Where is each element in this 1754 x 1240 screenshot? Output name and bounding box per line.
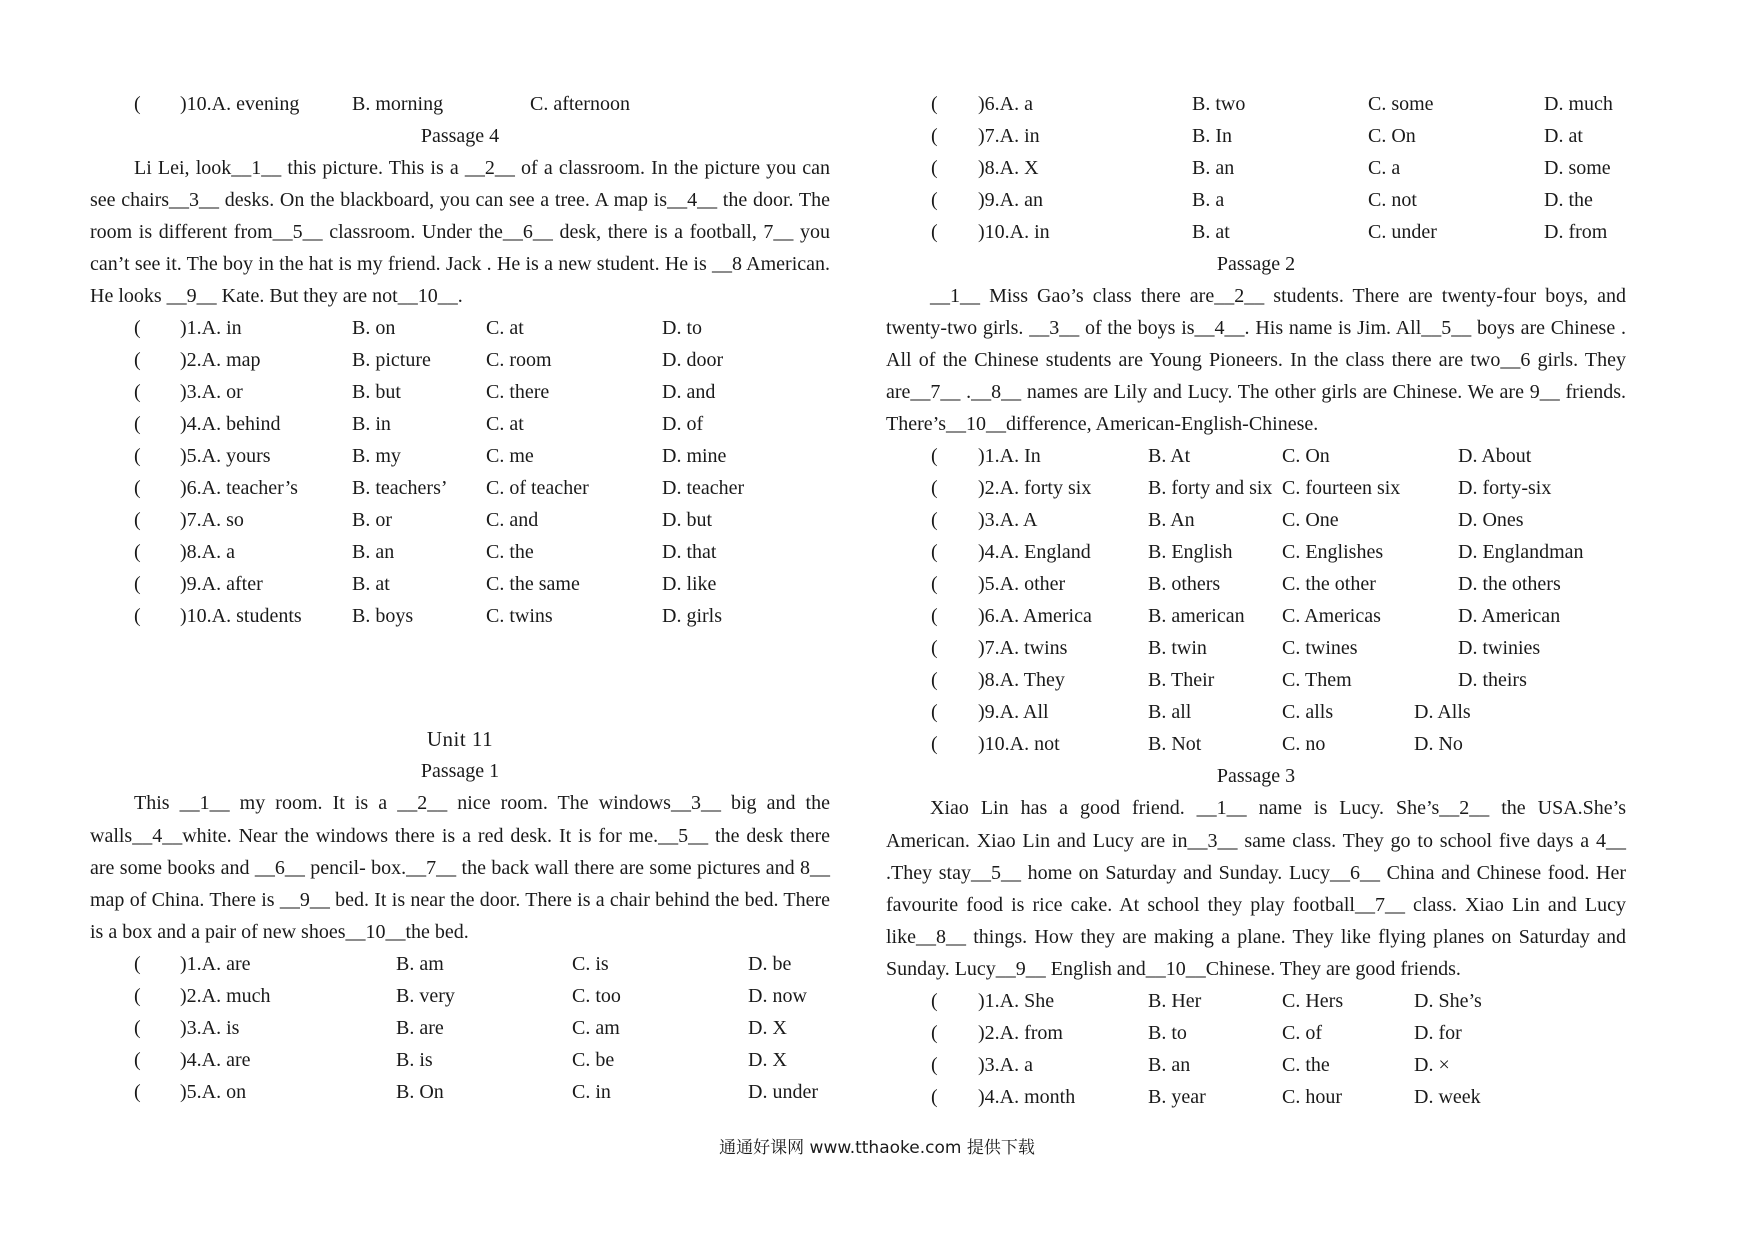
option-d: D. Englandman: [1458, 541, 1584, 564]
option-c: C. some: [1368, 93, 1434, 115]
option-b: B. teachers’: [352, 477, 448, 500]
option-a: )9.A. after: [180, 573, 263, 596]
question-row: [90, 376, 830, 408]
option-c: C. of: [1282, 1022, 1322, 1045]
option-b: B. at: [1192, 221, 1230, 243]
option-a: )2.A. map: [180, 349, 261, 372]
option-a: )1.A. are: [180, 952, 251, 975]
option-a: )2.A. forty six: [978, 477, 1092, 500]
question-row: [886, 600, 1626, 632]
option-b: B. On: [396, 1080, 444, 1103]
option-a: )10.A. not: [978, 733, 1060, 756]
question-row: [886, 88, 1626, 120]
option-c: C. there: [486, 381, 550, 404]
answer-paren: (: [931, 477, 938, 500]
option-d: D. but: [662, 509, 712, 532]
option-b: B. at: [352, 573, 390, 596]
option-c: C. fourteen six: [1282, 477, 1401, 500]
question-row: [90, 1012, 830, 1044]
passage2-text: __1__ Miss Gao’s class there are__2__ students. There are twenty-four boys, and twenty-two girls. __3__ of the boys is__4__. His name is Jim. All__5__ boys are Chinese . All of the Chinese students are Young Pioneers. In the class there are two__6 girls. They are__7__ .__8__ names are Lily and Lucy. The other girls are Chinese. We are 9__ friends. There’s__10__difference, American-English-Chinese.: [886, 285, 1626, 436]
option-b: B. am: [396, 952, 444, 975]
question-row: [90, 1076, 830, 1108]
option-c: C. and: [486, 509, 539, 532]
option-a: )6.A. a: [978, 93, 1033, 115]
option-c: C. On: [1282, 445, 1330, 468]
option-b: B. on: [352, 317, 396, 340]
option-a: )9.A. an: [978, 189, 1043, 211]
option-b: B. English: [1148, 541, 1233, 564]
option-a: )9.A. All: [978, 701, 1049, 724]
question-row: [90, 344, 830, 376]
answer-paren: (: [931, 93, 938, 115]
option-b: B. an: [1192, 157, 1235, 179]
option-d: D. like: [662, 573, 717, 596]
option-a: )3.A. is: [180, 1016, 240, 1039]
question-row: [886, 152, 1626, 184]
option-d: D. that: [662, 541, 717, 564]
passage4-options: [90, 312, 830, 632]
option-c: C. twines: [1282, 637, 1358, 660]
question-row: [886, 632, 1626, 664]
option-b: B. Their: [1148, 669, 1215, 692]
answer-paren: (: [134, 93, 141, 115]
option-c: C. alls: [1282, 701, 1334, 724]
question-row: [90, 408, 830, 440]
option-b: B. but: [352, 381, 401, 404]
option-c: C. be: [572, 1048, 615, 1071]
option-d: D. from: [1544, 221, 1608, 243]
answer-paren: (: [931, 733, 938, 756]
passage4-text: Li Lei, look__1__ this picture. This is a __2__ of a classroom. In the picture you can see chairs__3__ desks. On the blackboard, you can see a tree. A map is__4__ the door. The room is different from__5__ classroom. Under the__6__ desk, there is a football, 7__ you can’t see it. The boy in the hat is my friend. Jack . He is a new student. He is __8 American. He looks __9__ Kate. But they are not__10__.: [90, 157, 830, 308]
answer-paren: (: [134, 1016, 141, 1039]
answer-paren: (: [931, 1086, 938, 1109]
spacer: [90, 632, 830, 723]
option-b: B. an: [1148, 1054, 1191, 1077]
option-a: )8.A. X: [978, 157, 1039, 179]
option-d: D. and: [662, 381, 716, 404]
option-a: )3.A. or: [180, 381, 243, 404]
option-a: )2.A. from: [978, 1022, 1063, 1045]
option-d: D. forty-six: [1458, 477, 1552, 500]
option-d: D. for: [1414, 1022, 1462, 1045]
option-b: B. morning: [352, 93, 444, 115]
option-a: )2.A. much: [180, 984, 271, 1007]
option-a: )7.A. so: [180, 509, 244, 532]
option-c: C. too: [572, 984, 621, 1007]
left-column: [90, 88, 830, 1108]
option-d: D. mine: [662, 445, 727, 468]
unit-title: Unit 11: [426, 727, 494, 752]
option-b: B. year: [1148, 1086, 1206, 1109]
passage3-title: Passage 3: [1216, 765, 1296, 788]
option-c: C. the same: [486, 573, 580, 596]
option-c: C. under: [1368, 221, 1437, 243]
question-row: [886, 472, 1626, 504]
option-a: )3.A. a: [978, 1054, 1033, 1077]
question-row: [886, 1049, 1626, 1081]
option-c: C. is: [572, 952, 609, 975]
option-a: )8.A. They: [978, 669, 1065, 692]
question-row: [90, 312, 830, 344]
option-a: )5.A. other: [978, 573, 1066, 596]
option-b: B. or: [352, 509, 392, 532]
option-b: B. others: [1148, 573, 1221, 596]
right-top-options: [886, 88, 1626, 248]
option-d: D. at: [1544, 125, 1583, 147]
question-row: [886, 440, 1626, 472]
option-c: C. the: [486, 541, 534, 564]
question-row: [886, 664, 1626, 696]
passage2-options: [886, 440, 1626, 760]
option-b: B. forty and six: [1148, 477, 1273, 500]
answer-paren: (: [931, 990, 938, 1013]
question-row: [90, 980, 830, 1012]
option-a: )1.A. in: [180, 317, 242, 340]
option-d: D. girls: [662, 605, 722, 628]
option-d: D. much: [1544, 93, 1613, 115]
question-row: [886, 728, 1626, 760]
option-b: B. At: [1148, 445, 1191, 468]
answer-paren: (: [931, 541, 938, 564]
answer-paren: (: [931, 189, 938, 211]
answer-paren: (: [134, 1080, 141, 1103]
option-c: C. On: [1368, 125, 1416, 147]
answer-paren: (: [931, 445, 938, 468]
option-a: )10.A. evening: [180, 93, 300, 115]
option-d: D. theirs: [1458, 669, 1527, 692]
option-b: B. to: [1148, 1022, 1187, 1045]
right-column: [886, 88, 1626, 1113]
question-row: [90, 600, 830, 632]
option-d: D. twinies: [1458, 637, 1541, 660]
option-b: B. In: [1192, 125, 1232, 147]
option-d: D. teacher: [662, 477, 745, 500]
option-b: B. is: [396, 1048, 433, 1071]
option-d: D. X: [748, 1048, 787, 1071]
option-b: B. An: [1148, 509, 1195, 532]
question-row: [90, 88, 830, 120]
question-row: [886, 1017, 1626, 1049]
option-d: D. to: [662, 317, 702, 340]
option-d: D. be: [748, 952, 792, 975]
answer-paren: (: [931, 509, 938, 532]
option-d: D. ×: [1414, 1054, 1450, 1077]
answer-paren: (: [931, 221, 938, 243]
option-b: B. an: [352, 541, 395, 564]
answer-paren: (: [931, 605, 938, 628]
question-row: [886, 504, 1626, 536]
answer-paren: (: [134, 509, 141, 532]
option-c: C. a: [1368, 157, 1401, 179]
answer-paren: (: [134, 317, 141, 340]
answer-paren: (: [931, 701, 938, 724]
option-b: B. in: [352, 413, 391, 436]
option-a: )7.A. in: [978, 125, 1040, 147]
answer-paren: (: [931, 573, 938, 596]
option-a: )1.A. In: [978, 445, 1041, 468]
option-d: D. the: [1544, 189, 1593, 211]
answer-paren: (: [931, 157, 938, 179]
answer-paren: (: [931, 669, 938, 692]
option-c: C. at: [486, 317, 524, 340]
option-c: C. afternoon: [530, 93, 630, 115]
answer-paren: (: [134, 381, 141, 404]
passage2-title: Passage 2: [1216, 253, 1296, 275]
option-c: C. twins: [486, 605, 553, 628]
passage4-title: Passage 4: [420, 125, 500, 147]
option-d: D. now: [748, 984, 807, 1007]
option-b: B. very: [396, 984, 455, 1007]
option-d: D. About: [1458, 445, 1532, 468]
option-a: )6.A. America: [978, 605, 1092, 628]
answer-paren: (: [931, 1054, 938, 1077]
option-b: B. american: [1148, 605, 1245, 628]
answer-paren: (: [134, 984, 141, 1007]
option-d: D. Alls: [1414, 701, 1471, 724]
option-d: D. No: [1414, 733, 1463, 756]
question-row: [90, 948, 830, 980]
option-b: B. Not: [1148, 733, 1202, 756]
option-b: B. are: [396, 1016, 444, 1039]
answer-paren: (: [134, 952, 141, 975]
question-row: [886, 696, 1626, 728]
option-b: B. boys: [352, 605, 414, 628]
option-d: D. X: [748, 1016, 787, 1039]
option-a: )10.A. in: [978, 221, 1050, 243]
option-a: )1.A. She: [978, 990, 1055, 1013]
question-row: [90, 440, 830, 472]
option-c: C. of teacher: [486, 477, 589, 500]
option-d: D. door: [662, 349, 724, 372]
option-a: )5.A. yours: [180, 445, 271, 468]
option-a: )5.A. on: [180, 1080, 247, 1103]
option-d: D. under: [748, 1080, 818, 1103]
option-c: C. am: [572, 1016, 620, 1039]
question-row: [886, 568, 1626, 600]
question-row: [90, 536, 830, 568]
option-d: D. She’s: [1414, 990, 1482, 1013]
question-row: [90, 472, 830, 504]
option-c: C. me: [486, 445, 534, 468]
option-b: B. Her: [1148, 990, 1202, 1013]
option-c: C. the other: [1282, 573, 1376, 596]
passage1-title: Passage 1: [420, 760, 500, 783]
option-d: D. of: [662, 413, 704, 436]
passage1-text: This __1__ my room. It is a __2__ nice room. The windows__3__ big and the walls__4__white. Near the windows there is a red desk. It is for me.__5__ the desk there are some books and __6__ pencil- box.__7__ the back wall there are some pictures and 8__ map of China. There is __9__ bed. It is near the door. There is a chair behind the bed. There is a box and a pair of new shoes__10__the bed.: [90, 792, 830, 943]
answer-paren: (: [134, 477, 141, 500]
option-c: C. Englishes: [1282, 541, 1384, 564]
option-a: )4.A. month: [978, 1086, 1076, 1109]
passage3-text: Xiao Lin has a good friend. __1__ name is Lucy. She’s__2__ the USA.She’s American. Xiao Lin and Lucy are in__3__ same class. They go to school five days a 4__ .They stay__5__ home on Saturday and Sunday. Lucy__6__ China and Chinese food. Her favourite food is rice cake. At school they play football__7__ class. Xiao Lin and Lucy like__8__ things. How they are making a plane. They like flying planes on Saturday and Sunday. Lucy__9__ English and__10__Chinese. They are good friends.: [886, 797, 1626, 980]
option-b: B. all: [1148, 701, 1192, 724]
answer-paren: (: [931, 1022, 938, 1045]
option-c: C. Americas: [1282, 605, 1381, 628]
answer-paren: (: [134, 605, 141, 628]
answer-paren: (: [931, 125, 938, 147]
option-d: D. week: [1414, 1086, 1481, 1109]
option-c: C. One: [1282, 509, 1339, 532]
question-row: [886, 216, 1626, 248]
option-a: )4.A. behind: [180, 413, 281, 436]
option-c: C. at: [486, 413, 524, 436]
option-c: C. hour: [1282, 1086, 1342, 1109]
question-row: [90, 568, 830, 600]
answer-paren: (: [134, 1048, 141, 1071]
option-c: C. Them: [1282, 669, 1352, 692]
question-row: [90, 504, 830, 536]
option-b: B. my: [352, 445, 401, 468]
option-a: )4.A. England: [978, 541, 1091, 564]
option-c: C. no: [1282, 733, 1326, 756]
question-row: [886, 120, 1626, 152]
option-d: D. American: [1458, 605, 1561, 628]
option-b: B. twin: [1148, 637, 1207, 660]
answer-paren: (: [134, 413, 141, 436]
option-d: D. some: [1544, 157, 1611, 179]
answer-paren: (: [134, 541, 141, 564]
option-b: B. picture: [352, 349, 431, 372]
option-d: D. Ones: [1458, 509, 1524, 532]
question-row: [886, 536, 1626, 568]
option-d: D. the others: [1458, 573, 1561, 596]
option-b: B. a: [1192, 189, 1225, 211]
option-a: )7.A. twins: [978, 637, 1068, 660]
option-c: C. Hers: [1282, 990, 1344, 1013]
answer-paren: (: [134, 349, 141, 372]
question-row: [90, 1044, 830, 1076]
footer-source: 通通好课网 www.tthaoke.com 提供下载: [719, 1138, 1035, 1158]
question-row: [886, 1081, 1626, 1113]
answer-paren: (: [931, 637, 938, 660]
answer-paren: (: [134, 445, 141, 468]
option-a: )10.A. students: [180, 605, 302, 628]
option-a: )6.A. teacher’s: [180, 477, 298, 500]
option-c: C. in: [572, 1080, 611, 1103]
option-a: )4.A. are: [180, 1048, 251, 1071]
option-b: B. two: [1192, 93, 1246, 115]
question-row: [886, 184, 1626, 216]
answer-paren: (: [134, 573, 141, 596]
passage3-options: [886, 985, 1626, 1113]
option-c: C. room: [486, 349, 552, 372]
passage1-options: [90, 948, 830, 1108]
option-c: C. not: [1368, 189, 1417, 211]
option-a: )3.A. A: [978, 509, 1038, 532]
question-row: [886, 985, 1626, 1017]
option-c: C. the: [1282, 1054, 1330, 1077]
option-a: )8.A. a: [180, 541, 235, 564]
